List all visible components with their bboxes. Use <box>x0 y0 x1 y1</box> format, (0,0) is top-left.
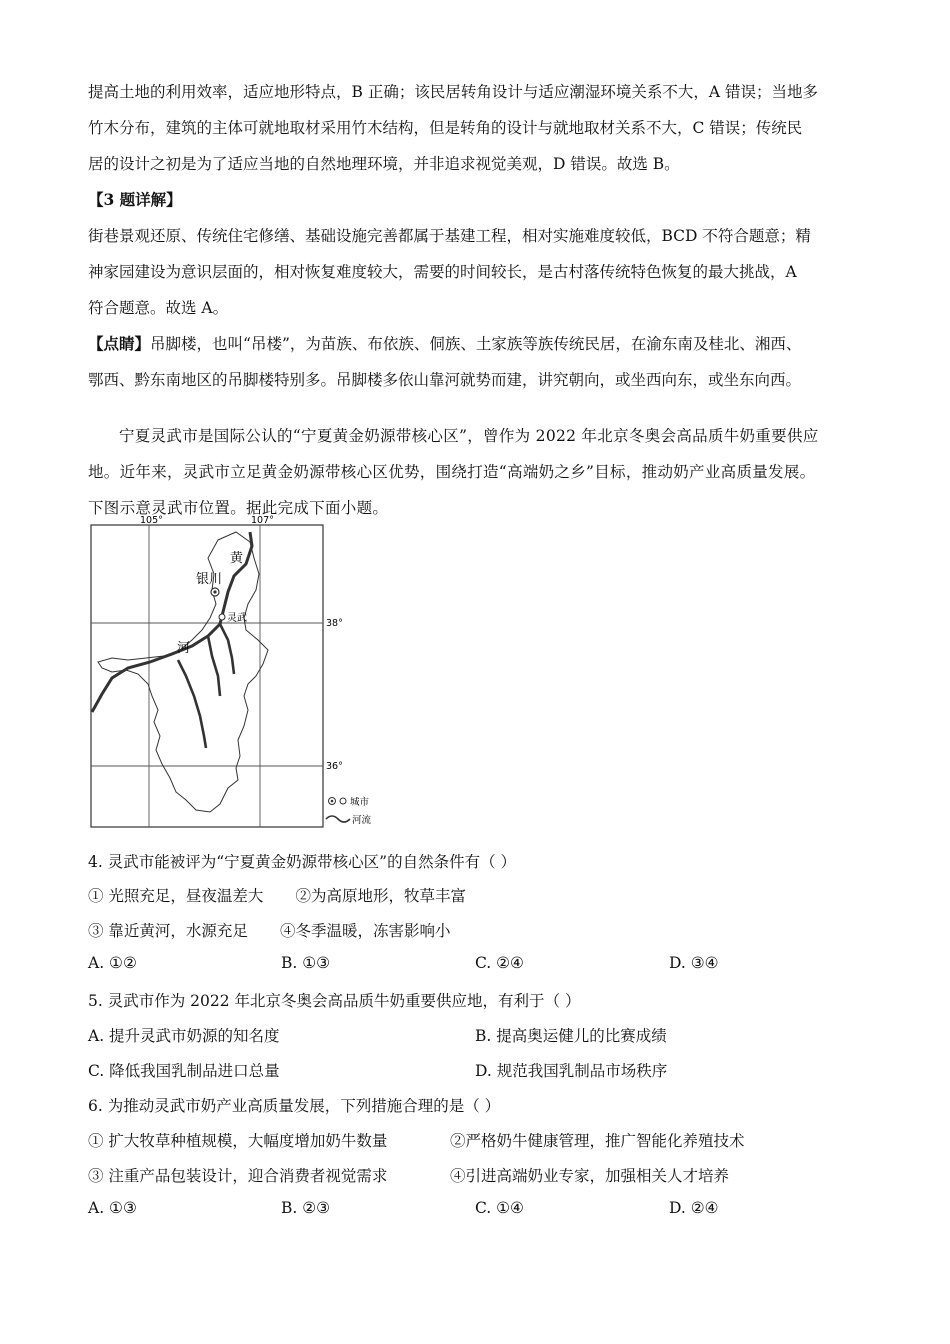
text-line: 神家园建设为意识层面的，相对恢复难度较大，需要的时间较长，是古村落传统特色恢复的最大挑战，A <box>88 263 797 281</box>
statement-item: ① 光照充足，昼夜温差大 <box>88 887 264 905</box>
q4-option-a[interactable]: A. ①② <box>88 954 137 972</box>
tributary-3 <box>220 624 234 674</box>
note-text: 吊脚楼，也叫“吊楼”，为苗族、布依族、侗族、土家族等族传统民居，在渝东南及桂北、湘西、 <box>150 335 802 353</box>
legend-river-label: 河流 <box>352 815 372 826</box>
statement-item: ②严格奶牛健康管理，推广智能化养殖技术 <box>450 1132 745 1150</box>
q3-explanation <box>88 182 878 326</box>
text-line: 提高土地的利用效率，适应地形特点，B 正确；该民居转角设计与适应潮湿环境关系不大，A 错误；当地多 <box>88 83 818 101</box>
question-4-stem: 4. 灵武市能被评为“宁夏黄金奶源带核心区”的自然条件有（ ） <box>88 853 516 871</box>
statement-item: ④引进高端奶业专家，加强相关人才培养 <box>450 1167 730 1185</box>
q4-option-d[interactable]: D. ③④ <box>669 954 719 972</box>
yinchuan-label: 银川 <box>196 572 223 587</box>
statement-item: ③ 靠近黄河，水源充足 <box>88 922 248 940</box>
text-line: 居的设计之初是为了适应当地的自然地理环境，并非追求视觉美观，D 错误。故选 B。 <box>88 155 680 173</box>
text-line: 街巷景观还原、传统住宅修缮、基础设施完善都属于基建工程，相对实施难度较低，BCD 不符合题意；精 <box>88 227 811 245</box>
statement-item: ④冬季温暖，冻害影响小 <box>279 922 451 940</box>
text-line: 符合题意。故选 A。 <box>88 299 229 317</box>
question-4-items-row-1 <box>88 884 466 906</box>
q5-option-d[interactable]: D. 规范我国乳制品市场秩序 <box>475 1062 668 1080</box>
lon-105-label: 105° <box>140 515 163 526</box>
lingwu-marker <box>219 614 225 620</box>
q6-option-d[interactable]: D. ②④ <box>669 1199 719 1217</box>
text-line: 竹木分布，建筑的主体可就地取材采用竹木结构，但是转角的设计与就地取材关系不大，C 错误；传统民 <box>88 119 803 137</box>
statement-item: ②为高原地形，牧草丰富 <box>295 887 466 905</box>
text-line: 宁夏灵武市是国际公认的“宁夏黄金奶源带核心区”，曾作为 2022 年北京冬奥会高品质牛奶重要供应 <box>119 427 819 445</box>
q5-option-b[interactable]: B. 提高奥运健儿的比赛成绩 <box>475 1027 667 1045</box>
question-6-items-row-1 <box>88 1129 745 1151</box>
river-label-he: 河 <box>177 641 191 656</box>
legend-city-label: 城市 <box>350 797 370 808</box>
q5-option-a[interactable]: A. 提升灵武市奶源的知名度 <box>88 1027 280 1045</box>
q4-option-c[interactable]: C. ②④ <box>475 954 524 972</box>
lingwu-label: 灵武 <box>227 613 247 624</box>
note-tag: 【点睛】 <box>88 334 151 353</box>
map-svg <box>88 512 388 834</box>
river-label-huang: 黄 <box>230 551 244 566</box>
q6-option-b[interactable]: B. ②③ <box>281 1199 331 1217</box>
note-line-1 <box>88 326 878 362</box>
lat-38-label: 38° <box>326 618 343 629</box>
text-line: 地。近年来，灵武市立足黄金奶源带核心区优势，围绕打造“高端奶之乡”目标，推动奶产业高质量发展。 <box>88 463 816 481</box>
lon-107-label: 107° <box>251 515 274 526</box>
lat-36-label: 36° <box>326 761 343 772</box>
question-4-items-row-2 <box>88 919 450 941</box>
note-line-2: 鄂西、黔东南地区的吊脚楼特别多。吊脚楼多依山靠河就势而建，讲究朝向，或坐西向东，或坐东向西。 <box>88 371 802 389</box>
q2-explanation <box>88 74 878 182</box>
q6-option-c[interactable]: C. ①④ <box>475 1199 524 1217</box>
text-line: 下图示意灵武市位置。据此完成下面小题。 <box>88 499 389 517</box>
reading-passage <box>88 418 878 526</box>
q4-option-b[interactable]: B. ①③ <box>281 954 331 972</box>
q5-option-c[interactable]: C. 降低我国乳制品进口总量 <box>88 1062 280 1080</box>
legend-river-icon <box>326 816 350 822</box>
q6-option-a[interactable]: A. ①③ <box>88 1199 137 1217</box>
q3-heading: 【3 题详解】 <box>88 190 182 209</box>
question-6-items-row-2 <box>88 1164 729 1186</box>
location-map <box>88 512 388 834</box>
statement-item: ③ 注重产品包装设计，迎合消费者视觉需求 <box>88 1167 388 1185</box>
note-block <box>88 326 878 398</box>
question-5-stem: 5. 灵武市作为 2022 年北京冬奥会高品质牛奶重要供应地，有利于（ ） <box>88 992 581 1010</box>
question-6-stem: 6. 为推动灵武市奶产业高质量发展，下列措施合理的是（ ） <box>88 1097 501 1115</box>
tributary-2 <box>178 660 206 748</box>
statement-item: ① 扩大牧草种植规模，大幅度增加奶牛数量 <box>88 1132 388 1150</box>
yinchuan-marker-dot <box>213 590 216 593</box>
tributary-1 <box>208 636 220 696</box>
map-frame <box>91 525 323 827</box>
